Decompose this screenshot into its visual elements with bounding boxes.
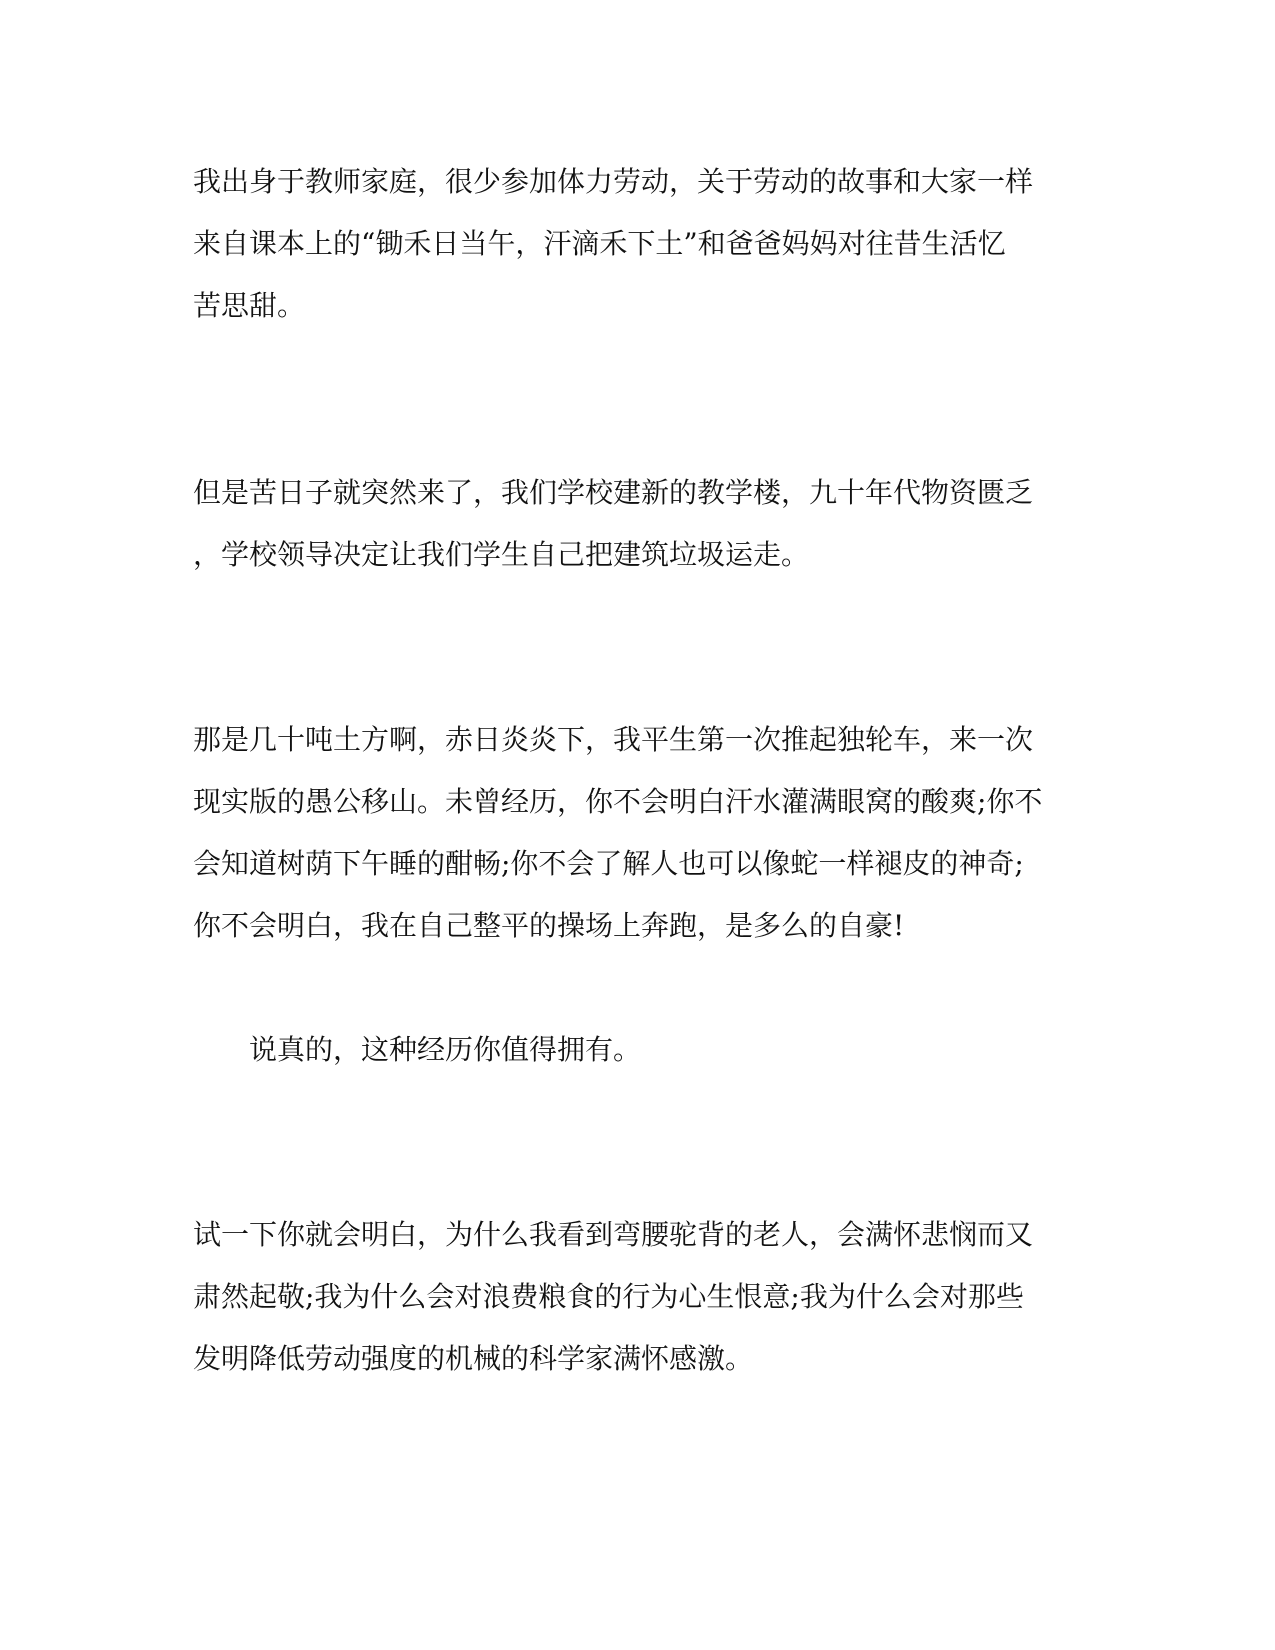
text-line: 你不会明白，我在自己整平的操场上奔跑，是多么的自豪! bbox=[193, 909, 905, 942]
text-line: ，学校领导决定让我们学生自己把建筑垃圾运走。 bbox=[193, 538, 810, 571]
text-line: 但是苦日子就突然来了，我们学校建新的教学楼，九十年代物资匮乏 bbox=[193, 476, 1034, 509]
text-line: 那是几十吨土方啊，赤日炎炎下，我平生第一次推起独轮车，来一次 bbox=[193, 723, 1034, 756]
text-line: 试一下你就会明白，为什么我看到弯腰驼背的老人，会满怀悲悯而又 bbox=[193, 1218, 1034, 1251]
text-line: 发明降低劳动强度的机械的科学家满怀感激。 bbox=[193, 1342, 754, 1375]
text-line: 会知道树荫下午睡的酣畅;你不会了解人也可以像蛇一样褪皮的神奇; bbox=[193, 847, 1024, 880]
text-line: 来自课本上的“锄禾日当午，汗滴禾下土”和爸爸妈妈对往昔生活忆 bbox=[193, 227, 1006, 260]
text-line: 现实版的愚公移山。未曾经历，你不会明白汗水灌满眼窝的酸爽;你不 bbox=[193, 785, 1043, 818]
text-line: 我出身于教师家庭，很少参加体力劳动，关于劳动的故事和大家一样 bbox=[193, 165, 1034, 198]
text-line: 苦思甜。 bbox=[193, 289, 306, 322]
text-line: 肃然起敬;我为什么会对浪费粮食的行为心生恨意;我为什么会对那些 bbox=[193, 1280, 1024, 1313]
text-line: 说真的，这种经历你值得拥有。 bbox=[249, 1033, 642, 1066]
